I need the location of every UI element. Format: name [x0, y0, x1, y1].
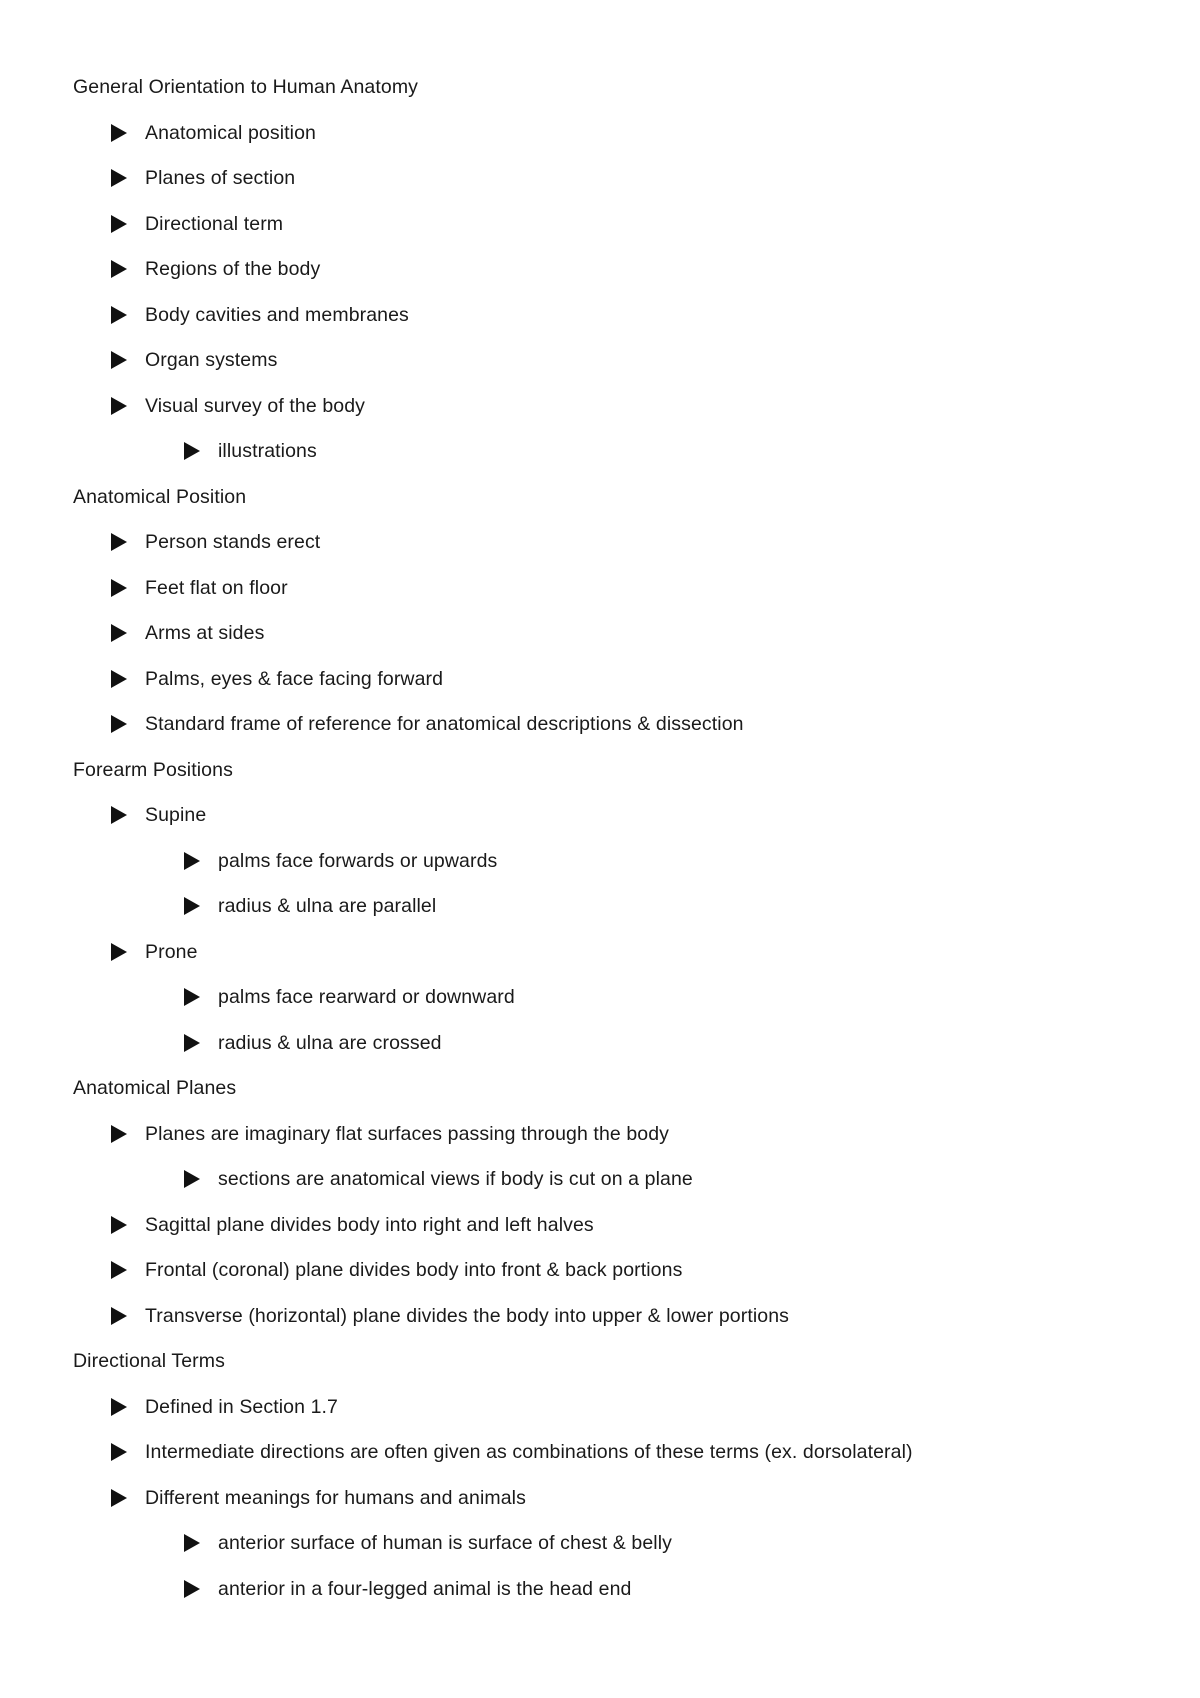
right-triangle-icon — [184, 897, 200, 915]
item-text: Organ systems — [145, 348, 278, 371]
item-text: radius & ulna are parallel — [218, 894, 437, 917]
list-item — [184, 1164, 693, 1194]
heading-text: Anatomical Position — [73, 485, 247, 508]
item-text: Frontal (coronal) plane divides body into front & back portions — [145, 1258, 683, 1281]
right-triangle-icon — [184, 1534, 200, 1552]
right-triangle-icon — [111, 306, 127, 324]
item-text: Planes are imaginary flat surfaces passing through the body — [145, 1122, 670, 1145]
right-triangle-icon — [111, 1398, 127, 1416]
heading-text: Anatomical Planes — [73, 1076, 237, 1099]
list-item — [111, 1392, 338, 1422]
right-triangle-icon — [111, 1307, 127, 1325]
item-text: Supine — [145, 803, 207, 826]
item-text: Arms at sides — [145, 621, 265, 644]
list-item — [184, 891, 436, 921]
list-item — [111, 163, 295, 193]
right-triangle-icon — [111, 1261, 127, 1279]
item-text: Sagittal plane divides body into right and left halves — [145, 1213, 594, 1236]
heading-text: Directional Terms — [73, 1349, 225, 1372]
list-item — [111, 573, 288, 603]
right-triangle-icon — [111, 806, 127, 824]
list-item — [111, 1483, 526, 1513]
item-text: Planes of section — [145, 166, 296, 189]
item-text: Different meanings for humans and animals — [145, 1486, 526, 1509]
right-triangle-icon — [111, 533, 127, 551]
right-triangle-icon — [184, 1170, 200, 1188]
section-heading — [73, 482, 246, 512]
right-triangle-icon — [111, 351, 127, 369]
right-triangle-icon — [111, 1443, 127, 1461]
right-triangle-icon — [184, 852, 200, 870]
item-text: anterior surface of human is surface of chest & belly — [218, 1531, 673, 1554]
item-text: sections are anatomical views if body is cut on a plane — [218, 1167, 693, 1190]
right-triangle-icon — [111, 1216, 127, 1234]
list-item — [184, 1528, 672, 1558]
list-item — [111, 254, 320, 284]
item-text: Defined in Section 1.7 — [145, 1395, 338, 1418]
list-item — [111, 1437, 913, 1467]
right-triangle-icon — [111, 579, 127, 597]
right-triangle-icon — [111, 943, 127, 961]
item-text: Anatomical position — [145, 121, 316, 144]
section-heading — [73, 1346, 225, 1376]
right-triangle-icon — [184, 1580, 200, 1598]
right-triangle-icon — [111, 124, 127, 142]
list-item — [111, 709, 744, 739]
list-item — [111, 527, 320, 557]
list-item — [111, 345, 277, 375]
item-text: Intermediate directions are often given as combinations of these terms (ex. dorsolateral) — [145, 1440, 913, 1463]
list-item — [111, 618, 264, 648]
right-triangle-icon — [111, 260, 127, 278]
section-heading — [73, 1073, 236, 1103]
right-triangle-icon — [111, 215, 127, 233]
list-item — [184, 1574, 631, 1604]
list-item — [111, 937, 198, 967]
item-text: radius & ulna are crossed — [218, 1031, 442, 1054]
right-triangle-icon — [111, 397, 127, 415]
right-triangle-icon — [111, 1125, 127, 1143]
right-triangle-icon — [184, 1034, 200, 1052]
list-item — [184, 436, 317, 466]
item-text: palms face rearward or downward — [218, 985, 515, 1008]
item-text: anterior in a four-legged animal is the head end — [218, 1577, 632, 1600]
list-item — [111, 664, 443, 694]
list-item — [111, 1255, 682, 1285]
item-text: Visual survey of the body — [145, 394, 366, 417]
item-text: Standard frame of reference for anatomical descriptions & dissection — [145, 712, 744, 735]
item-text: Directional term — [145, 212, 284, 235]
right-triangle-icon — [184, 988, 200, 1006]
list-item — [111, 1119, 669, 1149]
list-item — [111, 118, 316, 148]
item-text: palms face forwards or upwards — [218, 849, 498, 872]
list-item — [111, 300, 409, 330]
right-triangle-icon — [111, 624, 127, 642]
section-heading — [73, 72, 418, 102]
item-text: illustrations — [218, 439, 317, 462]
heading-text: General Orientation to Human Anatomy — [73, 75, 419, 98]
right-triangle-icon — [111, 715, 127, 733]
item-text: Transverse (horizontal) plane divides the body into upper & lower portions — [145, 1304, 790, 1327]
item-text: Person stands erect — [145, 530, 321, 553]
list-item — [184, 982, 515, 1012]
list-item — [111, 391, 365, 421]
list-item — [184, 1028, 442, 1058]
right-triangle-icon — [111, 1489, 127, 1507]
right-triangle-icon — [184, 442, 200, 460]
item-text: Regions of the body — [145, 257, 321, 280]
list-item — [111, 1301, 789, 1331]
list-item — [184, 846, 497, 876]
item-text: Palms, eyes & face facing forward — [145, 667, 444, 690]
section-heading — [73, 755, 233, 785]
item-text: Body cavities and membranes — [145, 303, 409, 326]
right-triangle-icon — [111, 670, 127, 688]
list-item — [111, 209, 283, 239]
right-triangle-icon — [111, 169, 127, 187]
list-item — [111, 1210, 594, 1240]
list-item — [111, 800, 206, 830]
heading-text: Forearm Positions — [73, 758, 233, 781]
item-text: Prone — [145, 940, 198, 963]
item-text: Feet flat on floor — [145, 576, 288, 599]
